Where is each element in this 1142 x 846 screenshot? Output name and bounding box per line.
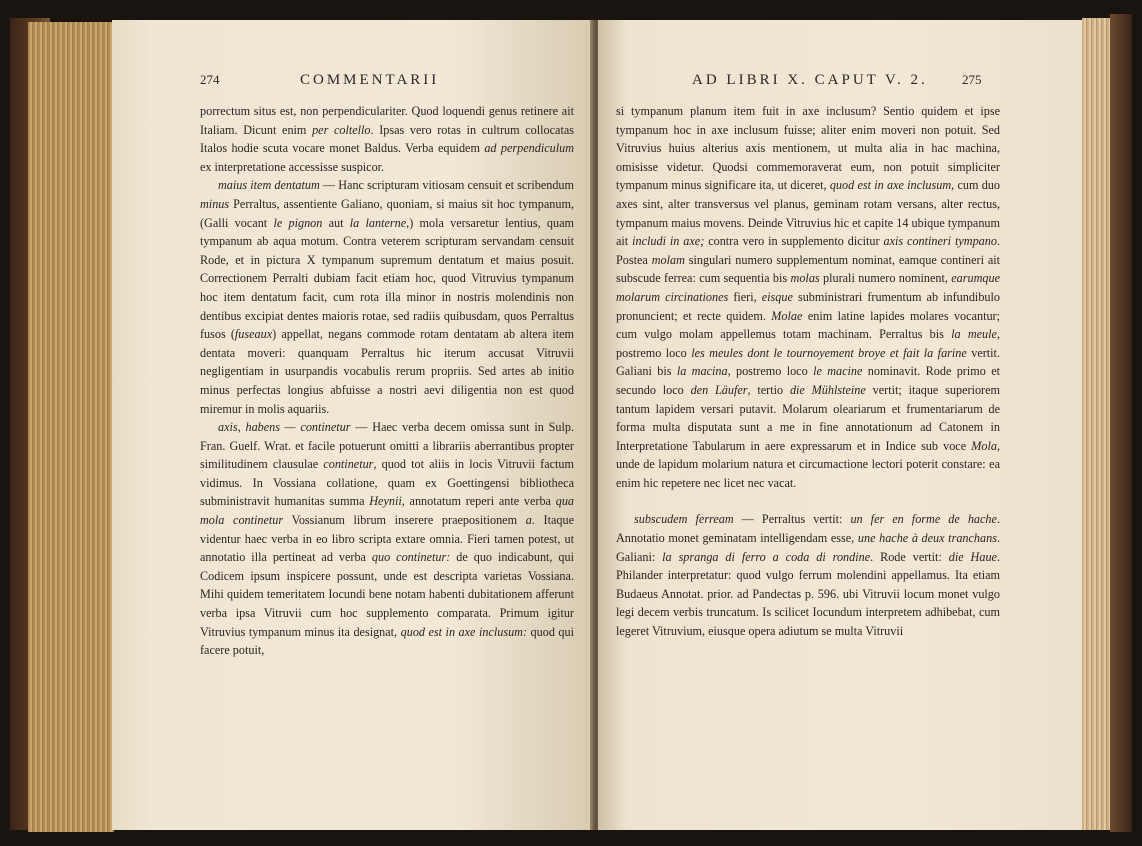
- text-run: enim latine lapides molares vocantur; cum vulgo molam appellemus totam machinam. Perraltus bis: [616, 308, 1000, 342]
- italic-text: minus: [200, 196, 230, 211]
- italic-text: un fer en forme de hache: [850, 512, 997, 527]
- text-run: . Galiani:: [616, 531, 1000, 564]
- italic-text: maius item dentatum: [218, 178, 320, 193]
- italic-text: la meule: [951, 327, 997, 342]
- italic-text: die Haue: [948, 549, 997, 564]
- right-body-text: [616, 102, 1000, 641]
- italic-text: une hache à deux tranchans: [857, 531, 997, 546]
- left-paragraph: [200, 102, 574, 176]
- left-paragraph: [200, 418, 574, 660]
- left-page-number: 274: [200, 72, 220, 87]
- left-page: [112, 20, 594, 830]
- text-run: fieri,: [728, 289, 762, 304]
- italic-text: le macine: [813, 364, 863, 379]
- text-run: . Philander interpretatur: quod vulgo ferrum molendini appellamus. Ita etiam Budaeus Annotat. prior. ad Pandectas p. 596. ubi Vitruvii locum monet vulgo legi decem verbis truncatum. Is scilicet Iocundum interpretem adhibebat, cum legeret Vitruvium, eiusque opera adiutum se multa Vitruvii: [616, 549, 1000, 639]
- right-running-title: AD LIBRI X. CAPUT V. 2.: [692, 72, 928, 88]
- left-running-head: [200, 72, 574, 94]
- text-run: . Itaque videntur haec verba in eo libro scripta extare omnia. Fieri tamen potest, ut annotatio illa pertineat ad verba: [200, 513, 574, 565]
- left-body-text: [200, 102, 574, 660]
- italic-text: la macina: [676, 364, 728, 379]
- text-run: , postremo loco: [616, 327, 1000, 360]
- text-run: . Postea: [616, 234, 1000, 267]
- text-run: vertit; itaque superiorem tantum lapidem versari putavit. Molarum oleariarum et frumentariarum de forma multa disputata sunt a me in fine annotationum ad Catonem in Interpretatione Tabularum in aere expressarum et in Indice sub voce: [616, 382, 1000, 453]
- text-run: nominavit. Rode primo et secundo loco: [616, 364, 1000, 397]
- italic-text: subscudem ferream: [634, 512, 734, 527]
- text-run: ex interpretatione accessisse suspicor.: [200, 159, 385, 174]
- text-run: aut: [322, 215, 350, 230]
- text-run: , quod tot aliis in locis Vitruvii factum vidimus. In Vossiana collatione, quam ex Goettingensi bibliotheca subministravit humanitas summa: [200, 457, 574, 509]
- italic-text: continetur: [323, 457, 374, 472]
- text-run: subministrari frumentum ab infundibulo pronuncient; et recte quidem.: [616, 289, 1000, 323]
- italic-text: molas: [790, 271, 820, 286]
- italic-text: la lanterne: [349, 215, 407, 230]
- text-run: ,) mola versaretur lentius, quam tympanum ab aqua motum. Contra veterem scripturam servandam censuit Rode, et in pictura X tympanum supremum dentatum et maius posuit. Correctionem Perralti dubiam facit etiam hoc, quod Vitruvius tympanum hoc item dentatum facit, cum rota illa minor in nostris molendinis non dentibus excipiat dentes maioris rotae, sed radiis quibusdam, quos Perraltus fusos (: [200, 215, 574, 342]
- text-run: ) appellat, negans commode rotam dentatam ab altera item dentata moveri: quanquam Perraltus hic iterum accusat Vitruvii negligentiam in usurpandis vocabulis rerum propriis. Sed artes ab initio minus perfectas longius abfuisse a nostri aevi diligentia non est quod miremur in molis aquariis.: [200, 327, 575, 416]
- italic-text: a: [525, 513, 532, 528]
- left-page-edges: [28, 22, 114, 832]
- text-run: singulari numero supplementum nominat, eamque contineri ait subscude ferrea: cum sequentia bis: [616, 252, 1000, 286]
- italic-text: fuseaux: [234, 327, 273, 342]
- right-running-head: [692, 72, 992, 94]
- right-paragraph: [616, 102, 1000, 492]
- text-run: si tympanum planum item fuit in axe inclusum? Sentio quidem et ipse tympanum hoc in axe inclusum fuisse; aliter enim moveri non potuit. Sed Vitruvius huius alterius axis mentionem, ut multa alia in hac machina, omisisse videtur. Quodsi commemoraverat eum, non potuit simpliciter tympanum minus significare ita, ut diceret,: [616, 104, 1000, 193]
- text-run: quod qui facere potuit,: [200, 624, 574, 658]
- italic-text: ad perpendiculum: [484, 141, 574, 156]
- text-run: . Annotatio monet geminatam intelligendam esse,: [616, 512, 1000, 546]
- italic-text: den Läufer: [690, 382, 748, 397]
- text-run: , unde de lapidum molarium natura et circumactione lectori poterit constare: ea enim hic repetere nec licet nec vacat.: [616, 438, 1000, 490]
- italic-text: quo continetur:: [371, 550, 451, 565]
- italic-text: axis contineri tympano: [883, 234, 997, 249]
- right-cover-board: [1110, 14, 1132, 832]
- italic-text: axis, habens — continetur: [218, 420, 351, 435]
- italic-text: per coltello: [312, 122, 371, 137]
- text-run: vertit. Galiani bis: [616, 345, 1000, 379]
- italic-text: qua mola continetur: [200, 494, 574, 528]
- left-running-title: COMMENTARII: [300, 72, 440, 88]
- text-run: , cum duo axes sint, alter transversus vel planus, geminam rotam versans, alter rectus, tympanum maius movens. Deinde Vitruvius hic et capite 14 ubique tympanum ait: [616, 178, 1000, 249]
- text-run: , postremo loco: [727, 364, 814, 379]
- italic-text: Molae: [771, 308, 803, 323]
- text-run: — Hanc scripturam vitiosam censuit et scribendum: [319, 178, 574, 193]
- text-run: . Ipsas vero rotas in cultrum collocatas Italos hodie scuta vocare monet Baldus. Verba equidem: [200, 122, 574, 156]
- italic-text: die Mühlsteine: [789, 382, 866, 397]
- italic-text: eisque: [761, 289, 793, 304]
- italic-text: quod est in axe inclusum:: [400, 624, 528, 639]
- text-run: contra vero in supplemento dicitur: [704, 234, 884, 249]
- left-paragraph: [200, 176, 574, 418]
- text-run: plurali numero nominent,: [819, 271, 952, 286]
- italic-text: molam: [651, 252, 685, 267]
- text-run: Vossianum librum inserere praepositionem: [283, 513, 526, 528]
- text-run: , tertio: [747, 382, 790, 397]
- italic-text: Heynii: [369, 494, 402, 509]
- right-page-number: 275: [962, 72, 982, 87]
- text-run: — Perraltus vertit:: [733, 512, 851, 527]
- text-run: Perraltus, assentiente Galiano, quoniam, si maius sit hoc tympanum, (Galli vocant: [200, 196, 574, 230]
- italic-text: la spranga di ferro a coda di rondine: [662, 549, 871, 564]
- italic-text: includi in axe;: [632, 234, 705, 249]
- italic-text: quod est in axe inclusum: [829, 178, 952, 193]
- text-run: . Rode vertit:: [870, 549, 949, 564]
- right-page: [598, 20, 1084, 830]
- italic-text: Mola: [971, 438, 997, 453]
- text-run: — Haec verba decem omissa sunt in Sulp. Fran. Guelf. Wrat. et facile potuerunt omitti a librariis aberrantibus propter similitudinem clausulae: [200, 420, 574, 472]
- italic-text: le pignon: [273, 215, 323, 230]
- right-paragraph: [616, 510, 1000, 640]
- text-run: , annotatum reperi ante verba: [401, 494, 556, 509]
- italic-text: les meules dont le tournoyement broye et fait la farine: [691, 345, 967, 360]
- italic-text: earumque molarum circinationes: [616, 271, 1000, 304]
- text-run: porrectum situs est, non perpendiculariter. Quod loquendi genus retinere ait Italiam. Dicunt enim: [200, 104, 574, 137]
- text-run: de quo indicabunt, qui Codicem ipsum inspicere possunt, unde est descripta varietas Vossiana. Mihi quidem temeritatem Iocundi bene notam habenti dubitationem afferunt verba ipsa Vitruvii cum hoc supplemento comparata. Primum igitur Vitruvius tympanum minus ita designat,: [200, 550, 575, 639]
